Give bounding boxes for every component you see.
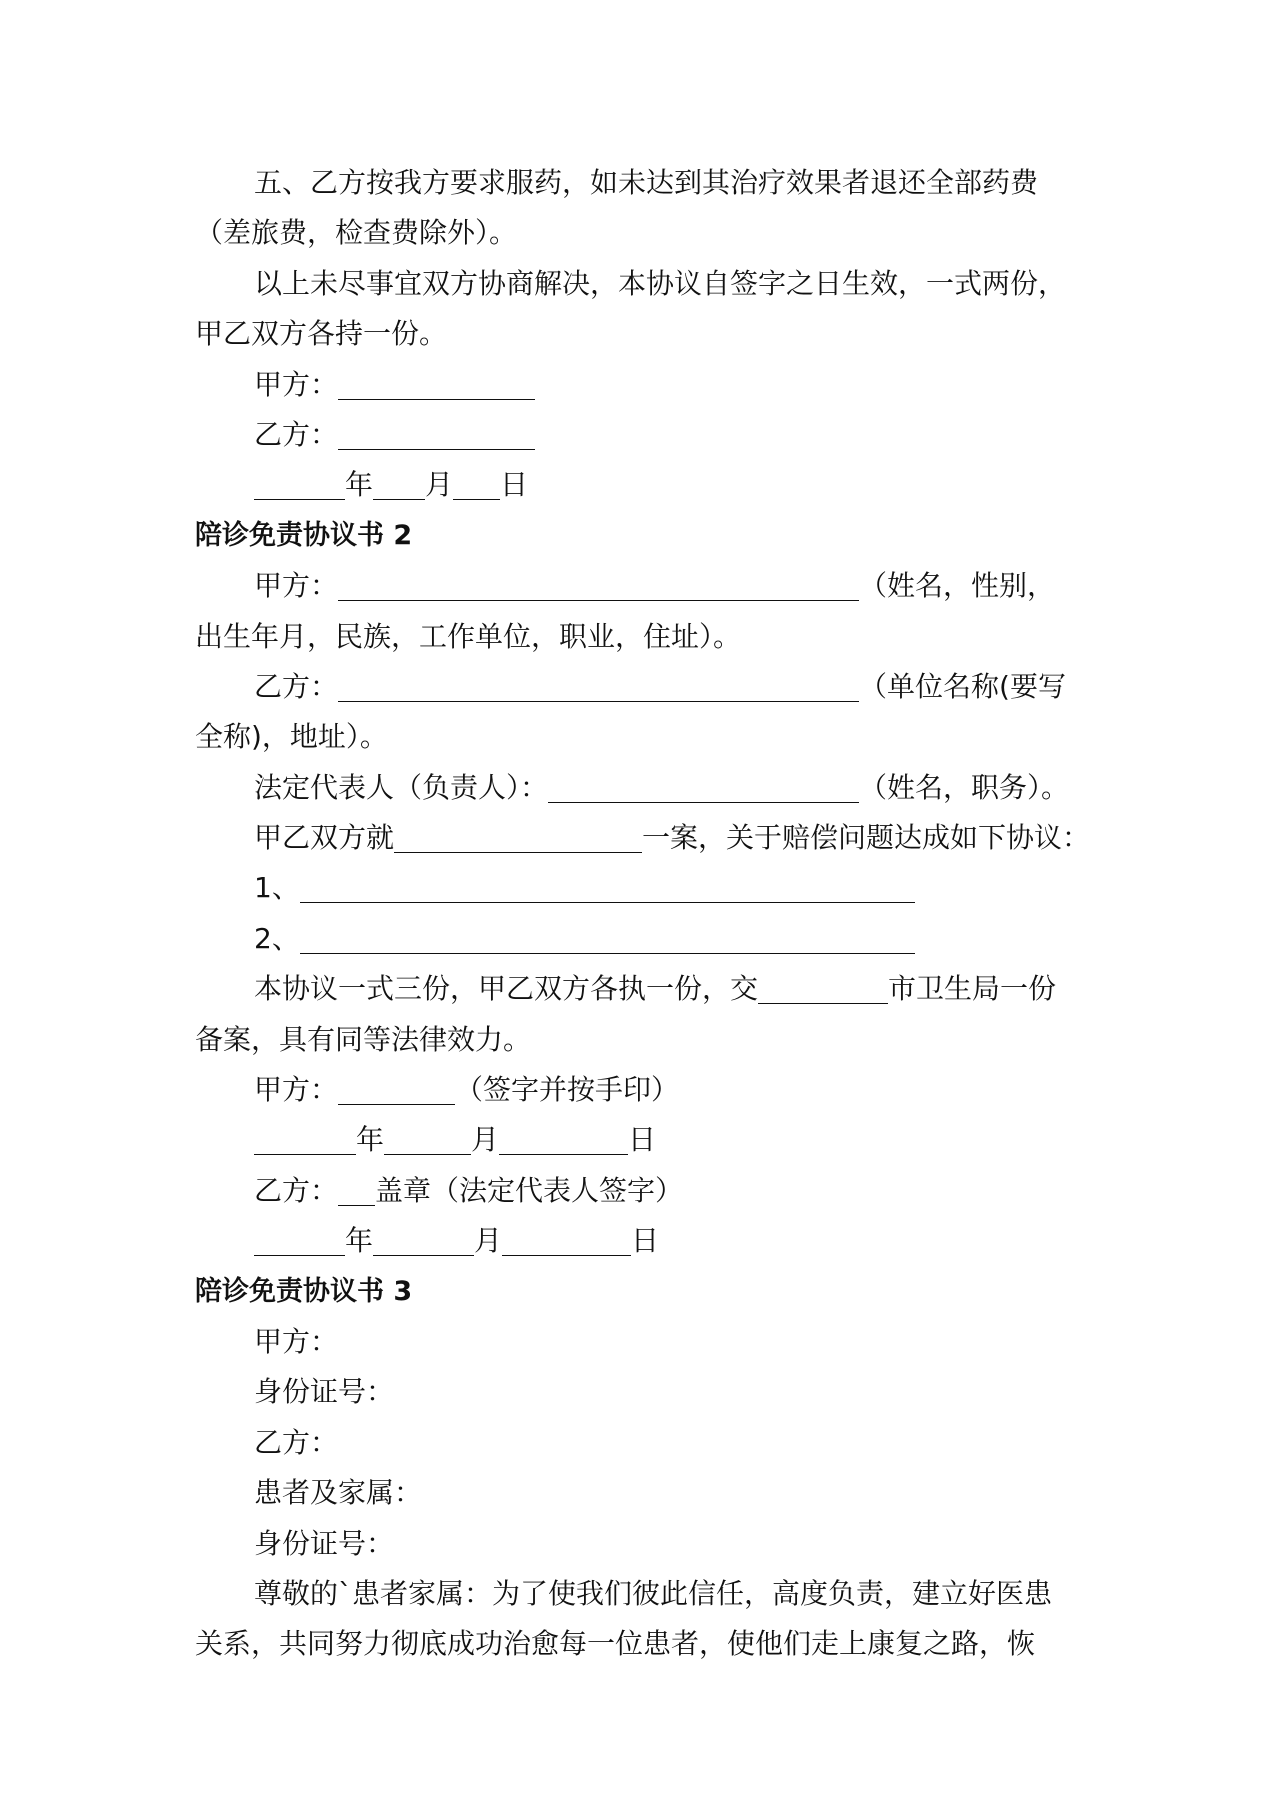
month-label: 月 xyxy=(471,1123,500,1157)
day-label: 日 xyxy=(500,468,529,502)
intro-line-2: 关系，共同努力彻底成功治愈每一位患者，使他们走上康复之路，恢 xyxy=(195,1627,1036,1661)
intro-line-1: 尊敬的`患者家属：为了使我们彼此信任，高度负责，建立好医患 xyxy=(254,1576,1053,1610)
copies-line-2: 备案，具有同等法律效力。 xyxy=(195,1022,532,1056)
note: 盖章（法定代表人签字） xyxy=(375,1173,684,1207)
copies-line xyxy=(195,964,1100,1014)
clause-5-line-2: （差旅费，检查费除外）。 xyxy=(195,216,518,250)
blank xyxy=(300,868,915,903)
blank xyxy=(338,1070,455,1105)
case-line xyxy=(195,813,1100,863)
blank xyxy=(338,667,859,702)
blank xyxy=(254,465,345,500)
id-number-field-2: 身份证号： xyxy=(254,1526,395,1560)
blank xyxy=(548,768,859,803)
blank xyxy=(338,415,535,450)
text: 甲乙双方就 xyxy=(254,821,395,855)
blank xyxy=(453,465,500,500)
item-1 xyxy=(195,863,1100,913)
label: 甲方： xyxy=(254,569,339,603)
blank xyxy=(499,1120,628,1155)
label: 乙方： xyxy=(254,669,339,703)
blank xyxy=(373,465,425,500)
party-a-line-2: 出生年月，民族，工作单位，职业，住址）。 xyxy=(195,619,742,653)
patient-family-field: 患者及家属： xyxy=(254,1476,423,1510)
date-line-a xyxy=(195,1115,1100,1165)
id-number-field: 身份证号： xyxy=(254,1375,395,1409)
party-b-line xyxy=(195,662,1100,712)
label: 2、 xyxy=(254,921,300,955)
blank xyxy=(300,919,915,954)
date-line-b xyxy=(195,1216,1100,1266)
label: 乙方： xyxy=(254,417,339,451)
label: 1、 xyxy=(254,871,300,905)
date-line xyxy=(195,460,1100,510)
text: 市卫生局一份 xyxy=(888,972,1057,1006)
party-b-line-2: 全称)，地址）。 xyxy=(195,720,388,754)
closing-line-2: 甲乙双方各持一份。 xyxy=(195,317,448,351)
year-label: 年 xyxy=(345,468,374,502)
year-label: 年 xyxy=(345,1224,374,1258)
text: 本协议一式三份，甲乙双方各执一份，交 xyxy=(254,972,759,1006)
blank xyxy=(394,818,642,853)
month-label: 月 xyxy=(425,468,454,502)
representative-line xyxy=(195,763,1100,813)
sign-b-line xyxy=(195,1166,1100,1216)
label: 法定代表人（负责人）： xyxy=(254,770,549,804)
blank xyxy=(373,1221,474,1256)
party-a-line xyxy=(195,561,1100,611)
closing-line-1: 以上未尽事宜双方协商解决，本协议自签字之日生效，一式两份， xyxy=(254,266,1067,300)
note: （姓名，职务）。 xyxy=(859,770,1070,804)
signature-party-a xyxy=(195,360,1100,410)
label: 甲方： xyxy=(254,367,339,401)
day-label: 日 xyxy=(628,1123,657,1157)
blank xyxy=(758,969,888,1004)
blank xyxy=(384,1120,471,1155)
section-3-title: 陪诊免责协议书 3 xyxy=(195,1275,413,1307)
note: （签字并按手印） xyxy=(455,1073,680,1107)
label: 乙方： xyxy=(254,1173,339,1207)
blank xyxy=(502,1221,631,1256)
document-page xyxy=(195,158,1100,1670)
item-2 xyxy=(195,914,1100,964)
clause-5-line-1: 五、乙方按我方要求服药，如未达到其治疗效果者退还全部药费 xyxy=(254,166,1039,199)
year-label: 年 xyxy=(356,1123,385,1157)
note: （姓名，性别， xyxy=(859,569,1056,603)
blank xyxy=(338,1171,375,1206)
month-label: 月 xyxy=(474,1224,503,1258)
day-label: 日 xyxy=(631,1224,660,1258)
section-2-title: 陪诊免责协议书 2 xyxy=(195,519,413,551)
text: 一案，关于赔偿问题达成如下协议： xyxy=(642,821,1091,855)
blank xyxy=(338,365,535,400)
party-a-field: 甲方： xyxy=(254,1324,339,1358)
blank xyxy=(254,1120,356,1155)
sign-a-line xyxy=(195,1065,1100,1115)
party-b-field: 乙方： xyxy=(254,1425,339,1459)
blank xyxy=(338,566,859,601)
label: 甲方： xyxy=(254,1073,339,1107)
note: （单位名称(要写 xyxy=(859,669,1066,703)
blank xyxy=(254,1221,345,1256)
signature-party-b xyxy=(195,410,1100,460)
